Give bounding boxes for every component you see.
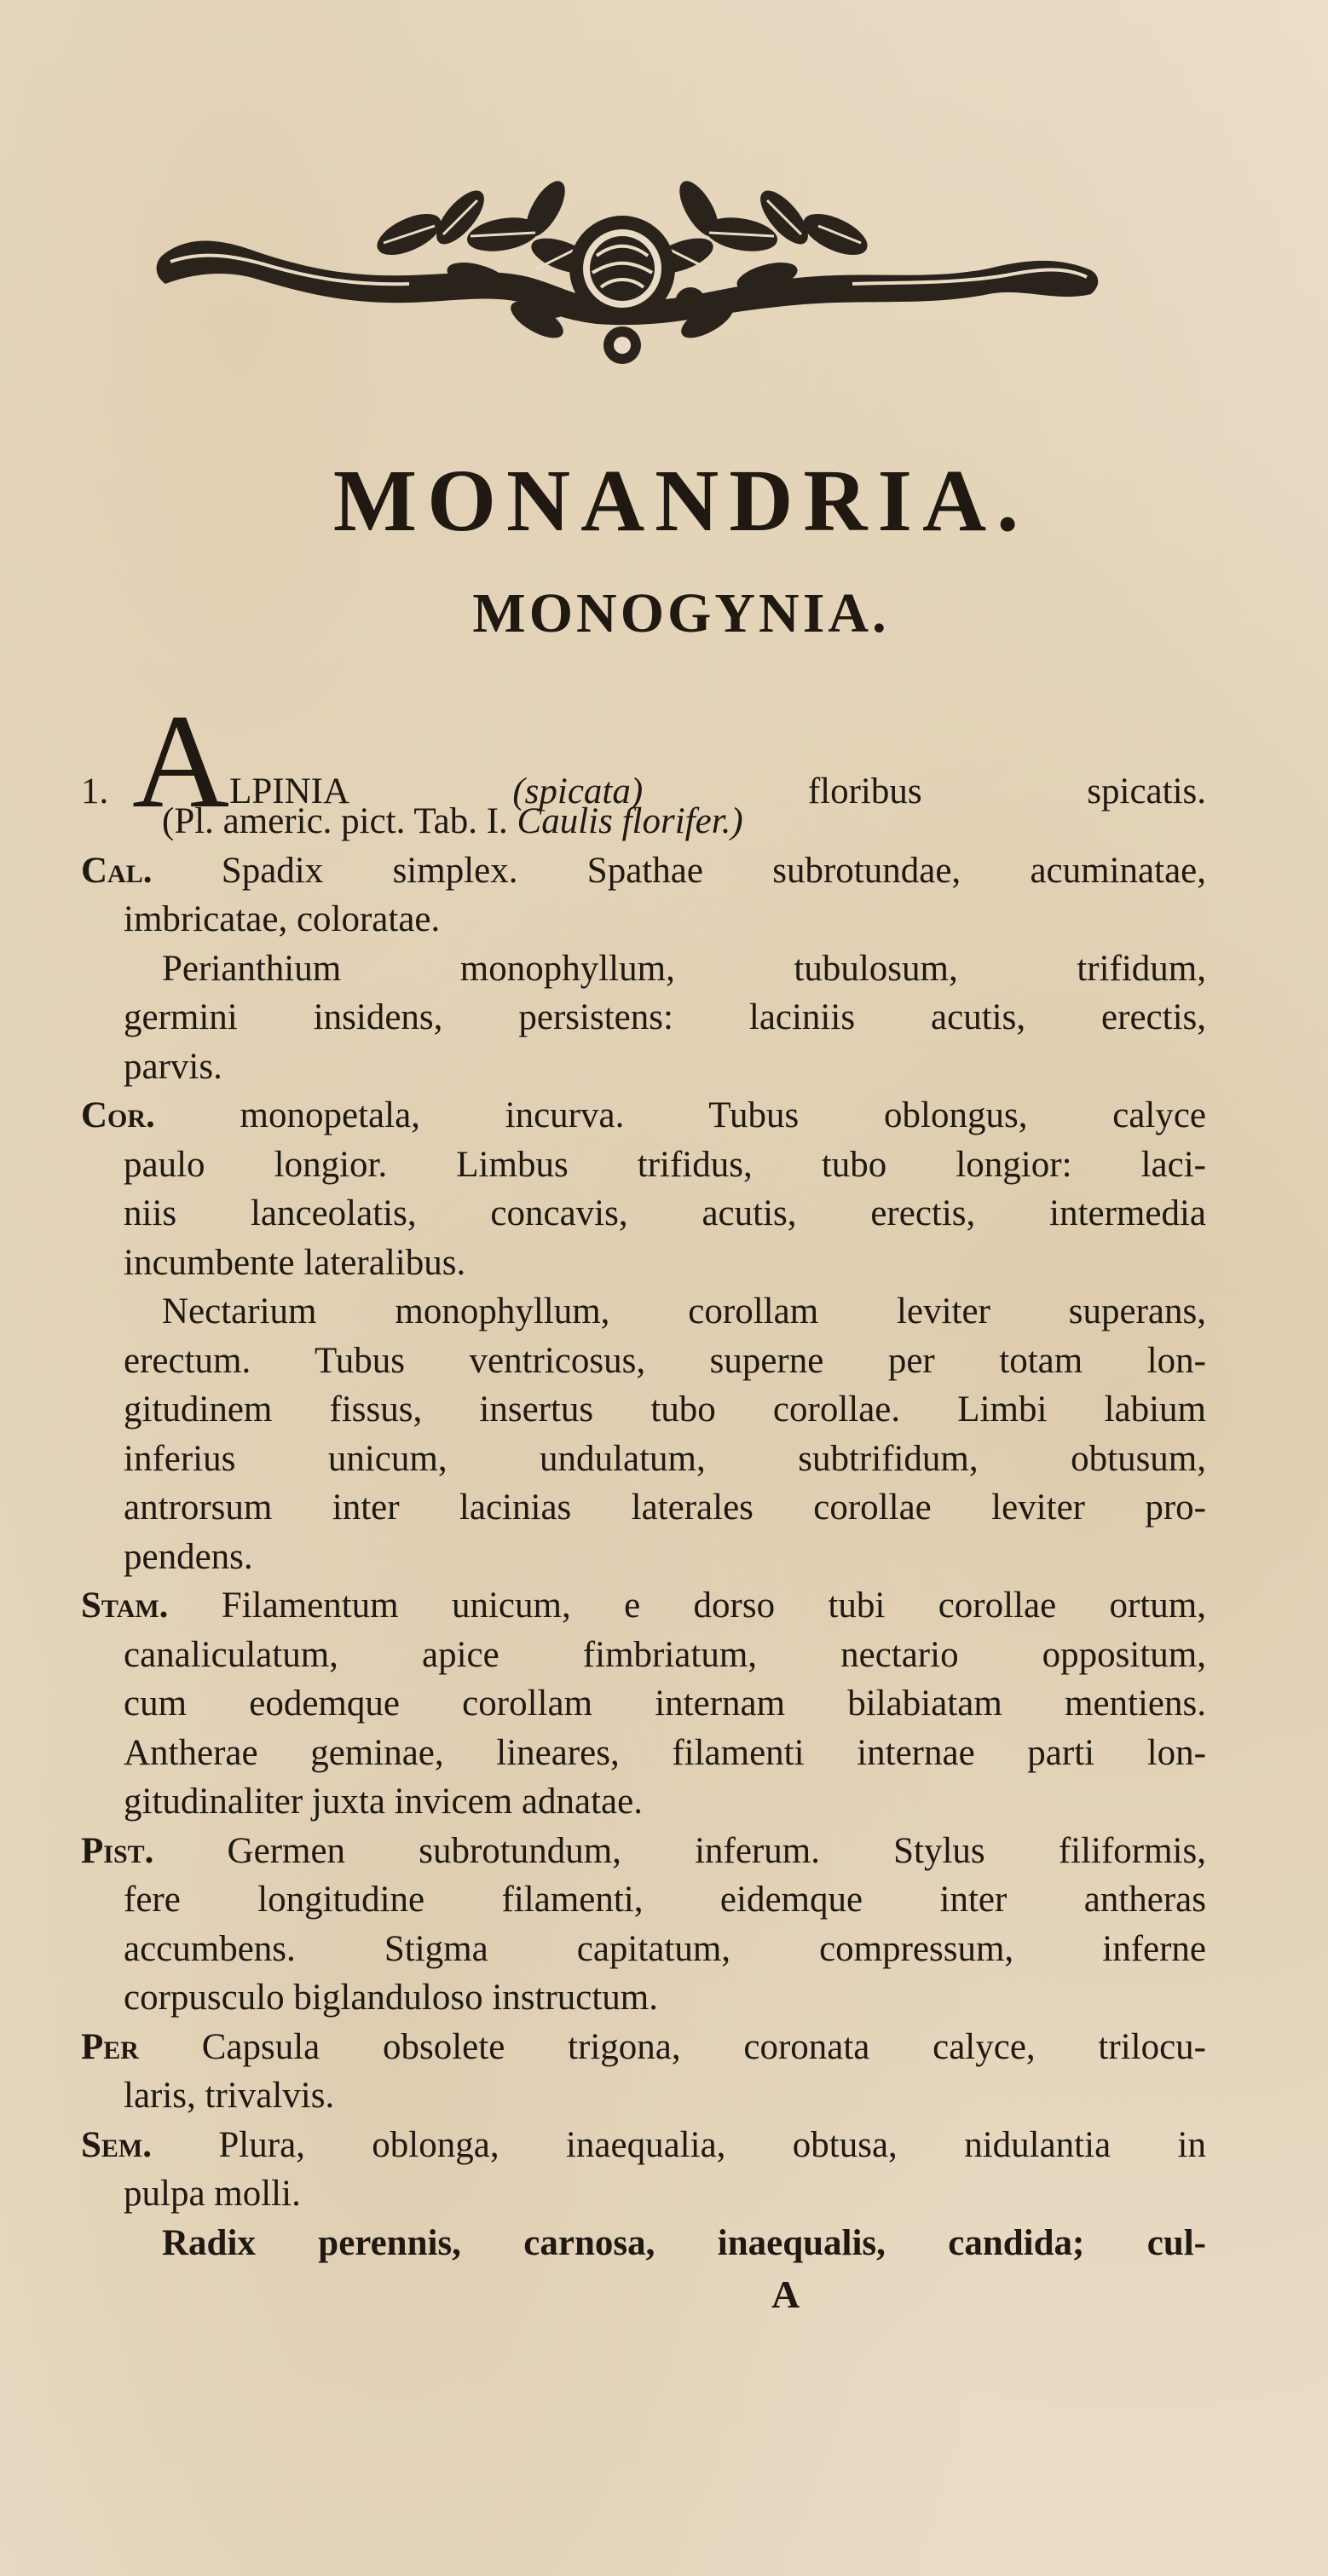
- stamen-text: Filamentum unicum, e dorso tubi corollae ortum,: [168, 1585, 1206, 1626]
- perianth-line-2: germini insidens, persistens: laciniis acutis, erectis,: [124, 997, 1206, 1037]
- pericarp-text: Capsula obsolete trigona, coronata calyce, trilocu-: [138, 2026, 1206, 2067]
- corolla-line-2: paulo longior. Limbus trifidus, tubo longior: laci-: [124, 1144, 1206, 1185]
- pericarp-line-1: [81, 2023, 1206, 2072]
- diagnosis: floribus spicatis.: [643, 771, 1206, 811]
- stamen-line-4: Antherae geminae, lineares, filamenti internae parti lon-: [124, 1732, 1206, 1773]
- calyx-line-1: [81, 846, 1206, 896]
- pericarp-label: Per: [81, 2026, 139, 2067]
- seed-label: Sem.: [81, 2124, 152, 2165]
- genus-name: LPINIA: [229, 771, 513, 811]
- species-epithet: (spicata): [512, 771, 644, 811]
- calyx-line-2: imbricatae, coloratae.: [124, 899, 441, 939]
- pistil-line-2: fere longitudine filamenti, eidemque inter antheras: [124, 1880, 1206, 1920]
- stamen-line-1: [81, 1581, 1206, 1631]
- seed-line-2: pulpa molli.: [124, 2174, 301, 2214]
- pistil-text: Germen subrotundum, inferum. Stylus filiformis,: [153, 1830, 1206, 1871]
- stamen-line-2: canaliculatum, apice fimbriatum, nectario oppositum,: [124, 1634, 1206, 1675]
- nectary-line-4: inferius unicum, undulatum, subtrifidum, obtusum,: [124, 1438, 1206, 1479]
- signature-mark: A: [771, 2273, 800, 2316]
- entry-number: 1.: [81, 771, 109, 811]
- corolla-label: Cor.: [81, 1095, 155, 1135]
- pistil-line-1: [81, 1827, 1206, 1876]
- reference-source: (Pl. americ. pict. Tab. I.: [162, 801, 517, 841]
- nectary-line-5: antrorsum inter lacinias laterales corollae leviter pro-: [124, 1487, 1206, 1528]
- nectary-line-6: pendens.: [124, 1536, 253, 1577]
- stamen-label: Stam.: [81, 1585, 169, 1626]
- reference-note: Caulis florifer.): [517, 801, 743, 841]
- garland-ornament: [153, 175, 1108, 375]
- nectary-line-1: Nectarium monophyllum, corollam leviter superans,: [162, 1291, 1206, 1331]
- perianth-line-1: Perianthium monophyllum, tubulosum, trifidum,: [162, 948, 1206, 989]
- corolla-text: monopetala, incurva. Tubus oblongus, calyce: [154, 1095, 1206, 1135]
- seed-text: Plura, oblonga, inaequalia, obtusa, nidulantia in: [152, 2124, 1206, 2165]
- calyx-text: Spadix simplex. Spathae subrotundae, acuminatae,: [152, 850, 1206, 891]
- seed-line-1: [81, 2121, 1206, 2170]
- stamen-line-5: gitudinaliter juxta invicem adnatae.: [124, 1782, 643, 1822]
- pistil-line-3: accumbens. Stigma capitatum, compressum, inferne: [124, 1928, 1206, 1969]
- nectary-line-2: erectum. Tubus ventricosus, superne per totam lon-: [124, 1340, 1206, 1381]
- corolla-line-1: [81, 1091, 1206, 1141]
- corolla-line-3: niis lanceolatis, concavis, acutis, erectis, intermedia: [124, 1193, 1206, 1233]
- root-line-1: Radix perennis, carnosa, inaequalis, candida; cul-: [162, 2222, 1206, 2263]
- pericarp-line-2: laris, trivalvis.: [124, 2076, 335, 2116]
- pistil-line-4: corpusculo biglanduloso instructum.: [124, 1978, 659, 2018]
- pistil-label: Pist.: [81, 1830, 154, 1871]
- calyx-label: Cal.: [81, 850, 153, 891]
- drop-cap: A: [132, 687, 230, 836]
- page-subtitle: MONOGYNIA.: [472, 582, 890, 644]
- corolla-line-4: incumbente lateralibus.: [124, 1242, 466, 1283]
- page-title: MONANDRIA.: [332, 452, 1030, 550]
- species-entry: [81, 687, 1206, 2267]
- nectary-line-3: gitudinem fissus, insertus tubo corollae. Limbi labium: [124, 1389, 1206, 1430]
- stamen-line-3: cum eodemque corollam internam bilabiatam mentiens.: [124, 1684, 1206, 1724]
- perianth-line-3: parvis.: [124, 1046, 222, 1087]
